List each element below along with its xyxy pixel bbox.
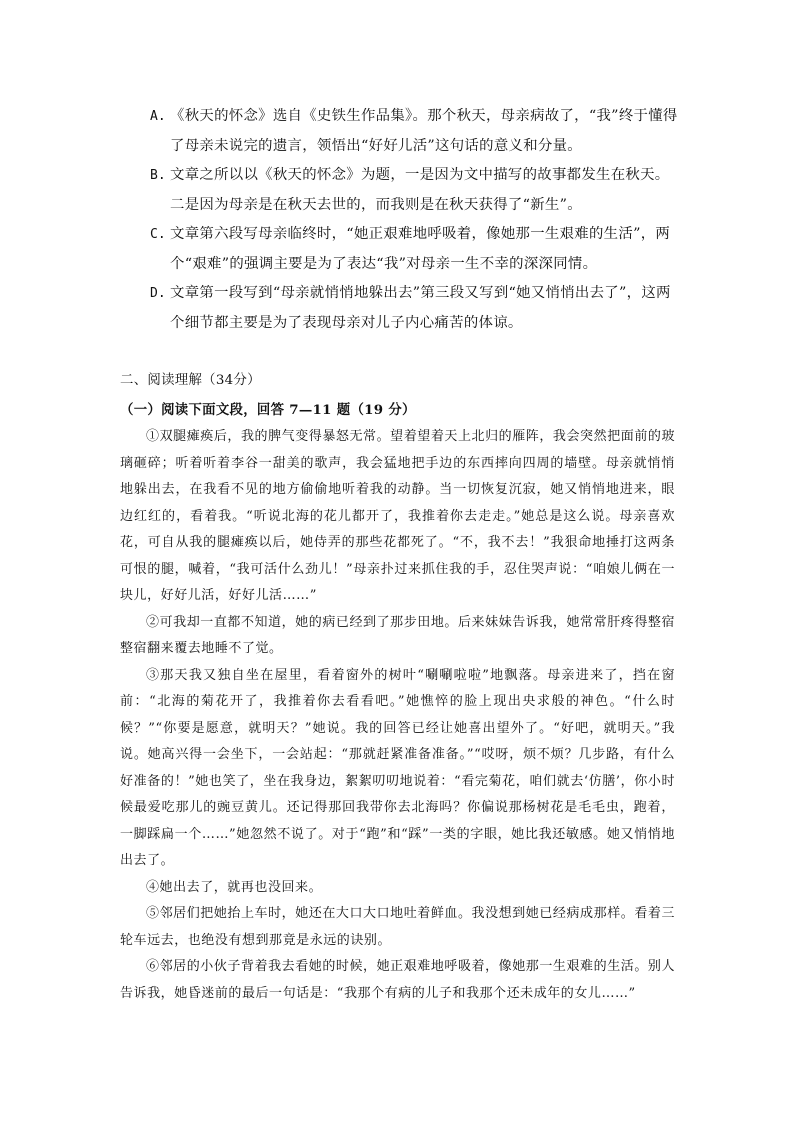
option-letter: B. [150,168,166,183]
option-c [150,220,680,279]
option-text: 文章第六段写母亲临终时，“她正艰难地呼吸着，像她那一生艰难的生活”，两个“艰难”的强调主要是为了表达“我”对母亲一生不幸的深深同情。 [170,226,671,272]
passage-paragraph-6: ⑥邻居的小伙子背着我去看她的时候，她正艰难地呼吸着，像她那一生艰难的生活。别人告诉我，她昏迷前的最后一句话是：“我那个有病的儿子和我那个还未成年的女儿……” [120,959,675,1001]
option-letter: C. [150,227,166,242]
section-title: 二、阅读理解（34分） [120,373,261,388]
option-letter: D. [150,286,166,301]
passage-paragraph-3: ③那天我又独自坐在屋里，看着窗外的树叶“唰唰啦啦”地飘落。母亲进来了，挡在窗前：“北海的菊花开了，我推着你去看看吧。”她憔悴的脸上现出央求般的神色。“什么时候？”“你要是愿意，就明天？”她说。我的回答已经让她喜出望外了。“好吧，就明天。”我说。她高兴得一会坐下，一会站起：“那就赶紧准备准备。”“哎呀，烦不烦？几步路，有什么好准备的！”她也笑了，坐在我身边，絮絮叨叨地说着：“看完菊花，咱们就去‘仿膳’，你小时候最爱吃那儿的豌豆黄儿。还记得那回我带你去北海吗？你偏说那杨树花是毛毛虫，跑着，一脚踩扁一个……”她忽然不说了。对于“跑”和“踩”一类的字眼，她比我还敏感。她又悄悄地出去了。 [120,667,675,868]
option-b [150,161,680,220]
passage-paragraph-2: ②可我却一直都不知道，她的病已经到了那步田地。后来妹妹告诉我，她常常肝疼得整宿整宿翻来覆去地睡不了觉。 [120,614,675,656]
option-a [150,102,680,161]
reading-passage [120,424,675,1007]
passage-paragraph-5: ⑤邻居们把她抬上车时，她还在大口大口地吐着鲜血。我没想到她已经病成那样。看着三轮车远去，也绝没有想到那竟是永远的诀别。 [120,906,675,948]
answer-options [150,102,680,338]
option-text: 《秋天的怀念》选自《史铁生作品集》。那个秋天，母亲病故了，“我”终于懂得了母亲未说完的遗言，领悟出“好好儿活”这句话的意义和分量。 [170,108,678,154]
option-letter: A. [150,109,166,124]
option-text: 文章之所以以《秋天的怀念》为题，一是因为文中描写的故事都发生在秋天。二是因为母亲是在秋天去世的，而我则是在秋天获得了“新生”。 [170,167,670,213]
section-subtitle: （一）阅读下面文段，回答 7—11 题（19 分） [120,402,416,418]
passage-paragraph-4: ④她出去了，就再也没回来。 [146,879,323,895]
passage-paragraph-1: ①双腿瘫痪后，我的脾气变得暴怒无常。望着望着天上北归的雁阵，我会突然把面前的玻璃砸碎；听着听着李谷一甜美的歌声，我会猛地把手边的东西摔向四周的墙壁。母亲就悄悄地躲出去，在我看不见的地方偷偷地听着我的动静。当一切恢复沉寂，她又悄悄地进来，眼边红红的，看着我。“听说北海的花儿都开了，我推着你去走走。”她总是这么说。母亲喜欢花，可自从我的腿瘫痪以后，她侍弄的那些花都死了。“不，我不去！”我狠命地捶打这两条可恨的腿，喊着，“我可活什么劲儿！”母亲扑过来抓住我的手，忍住哭声说：“咱娘儿俩在一块儿，好好儿活，好好儿活……” [120,429,675,603]
option-text: 文章第一段写到“母亲就悄悄地躲出去”第三段又写到“她又悄悄出去了”，这两个细节都主要是为了表现母亲对儿子内心痛苦的体谅。 [170,285,671,331]
option-d [150,279,680,338]
